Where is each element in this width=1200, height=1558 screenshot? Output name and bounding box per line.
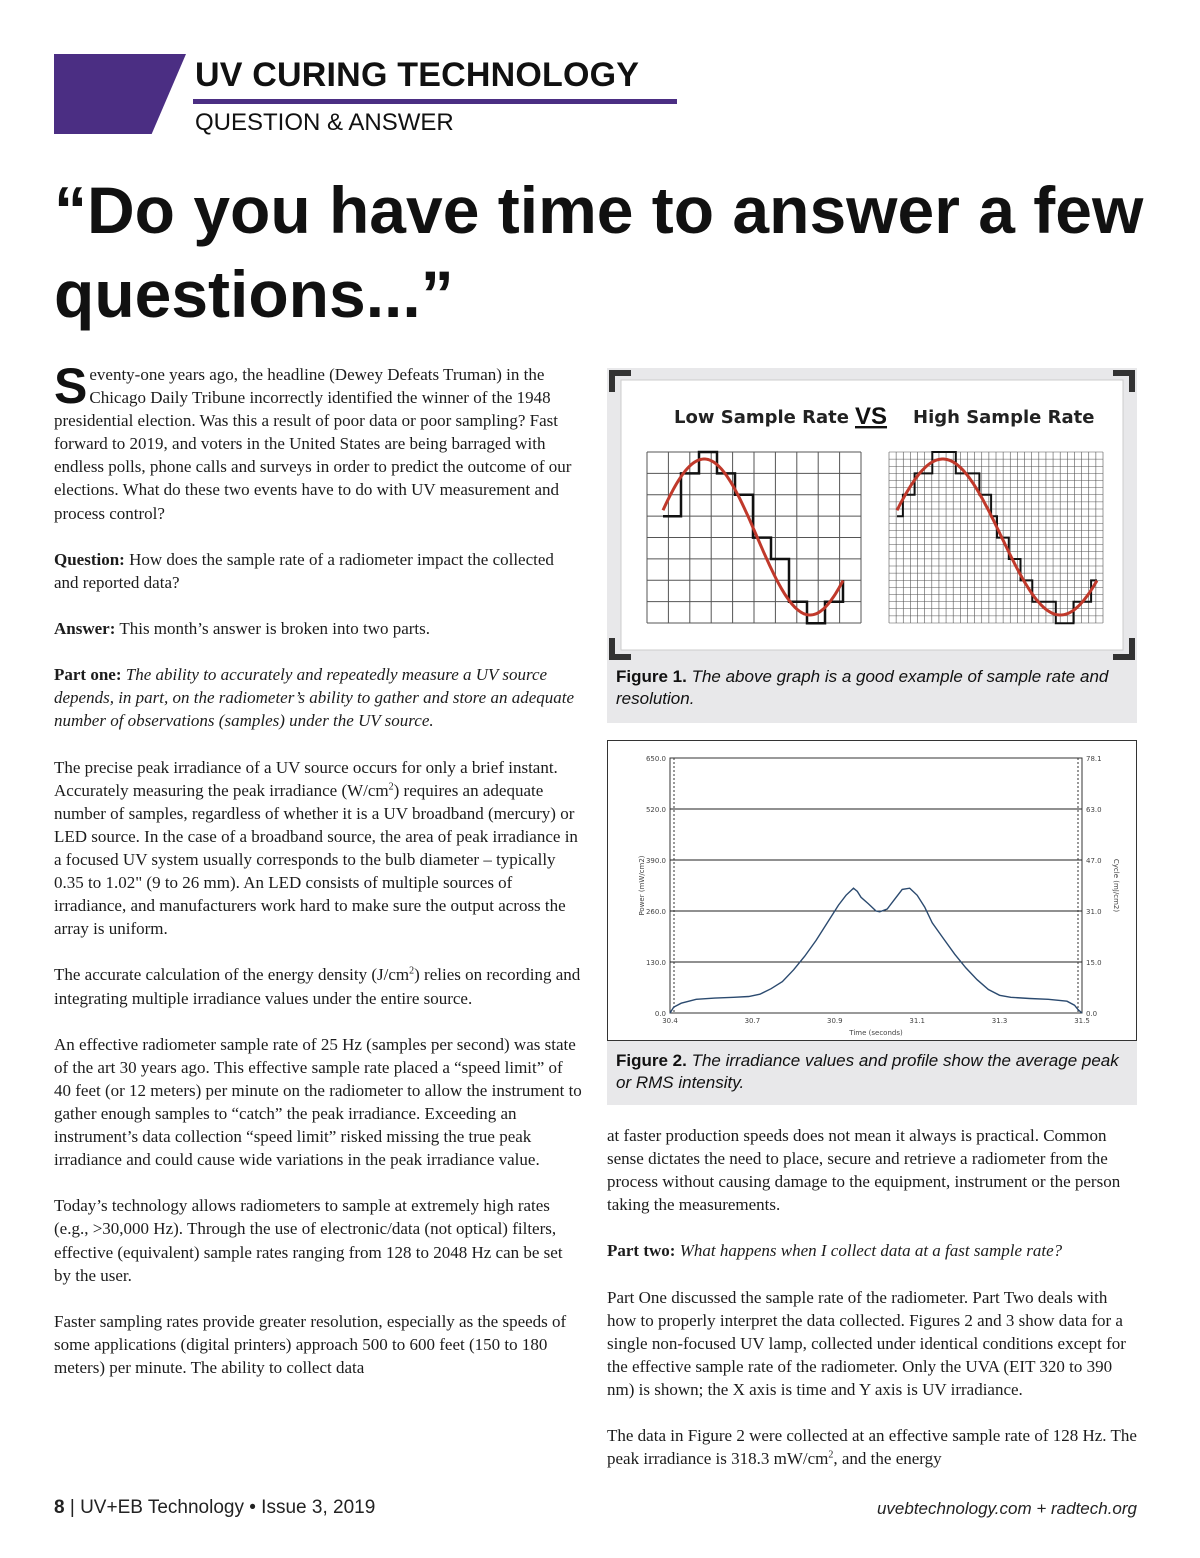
- footer-websites: uvebtechnology.com + radtech.org: [876, 1499, 1137, 1518]
- section-title: UV CURING TECHNOLOGY: [195, 56, 640, 94]
- part-two-paragraph: [607, 1239, 1137, 1262]
- figure-2-caption: [616, 1050, 1126, 1094]
- y-tick-label: 0.0: [654, 1010, 666, 1018]
- vs-label: VS: [855, 403, 888, 430]
- y2-tick-label: 47.0: [1086, 857, 1102, 865]
- x-tick-label: 31.1: [909, 1017, 925, 1025]
- question-text: How does the sample rate of a radiometer impact the collected and reported data?: [54, 549, 554, 592]
- peak-irradiance-paragraph: [54, 756, 582, 941]
- y-tick-label: 130.0: [645, 959, 666, 967]
- article-headline: “Do you have time to answer a few questions...”: [54, 173, 1144, 331]
- footer-publication: [54, 1497, 375, 1519]
- y2-tick-label: 78.1: [1086, 755, 1102, 763]
- figure-2-caption-label: Figure 2.: [616, 1051, 687, 1070]
- right-column: [607, 1124, 1137, 1470]
- intro-text: eventy-one years ago, the headline (Dewey Defeats Truman) in the Chicago Daily Tribune incorrectly identified the winner of the 1948 presidential election. Was this a result of poor data or poor sampling? Fast forward to 2019, and voters in the United States are being barraged with endless polls, phone calls and surveys in order to predict the outcome of our elections. What do these two events have to do with UV measurement and process control?: [54, 365, 572, 523]
- footer-separator: |: [64, 1497, 81, 1518]
- figure-1: [607, 368, 1137, 723]
- figure-1-caption: [616, 666, 1126, 710]
- production-speeds-paragraph: at faster production speeds does not mean it always is practical. Common sense dictates the need to place, secure and retrieve a radiometer from the process without causing damage to the equipment, instrument or the person taking the measurements.: [607, 1126, 1121, 1215]
- y2-tick-label: 0.0: [1086, 1010, 1098, 1018]
- section-banner-shape: [54, 54, 186, 134]
- p4-superscript: 2: [828, 1449, 834, 1461]
- sample-rate-history-paragraph: An effective radiometer sample rate of 25 Hz (samples per second) was state of the art 30 years ago. This effective sample rate placed a “speed limit” of 40 feet (or 12 meters) per minute on the radiometer to allow the instrument to gather enough samples to “catch” the peak irradiance. Exceeding an instrument’s data collection “speed limit” risked missing the true peak irradiance and could cause wide variations in the peak irradiance value.: [54, 1034, 582, 1170]
- high-sample-rate-title: High Sample Rate: [913, 407, 1095, 428]
- todays-technology-paragraph: Today’s technology allows radiometers to sample at extremely high rates (e.g., >30,000 Hz). Through the use of electronic/data (not optical) filters, effective (equivalent) sample rates ranging from 128 to 2048 Hz can be set by the user.: [54, 1196, 563, 1285]
- figure-2-chart: [608, 741, 1136, 1040]
- intro-paragraph: [54, 358, 582, 525]
- faster-sampling-paragraph: Faster sampling rates provide greater resolution, especially as the speeds of some applications (digital printers) approach 500 to 600 feet (150 to 180 meters) per minute. The ability to collect data: [54, 1311, 567, 1378]
- energy-density-paragraph: [54, 963, 582, 1009]
- y2-axis-label: Cycle (mJ/cm2): [1112, 858, 1120, 913]
- answer-label: Answer:: [54, 619, 116, 639]
- p5-text-b: ) requires an adequate number of samples, regardless of whether it is a UV broadband (mercury) or LED source. In the case of a broadband source, the area of peak irradiance in a focused UV system usually corresponds to the bulb diameter – typically 0.35 to 1.02" (9 to 26 mm). An LED consists of multiple sources of irradiance, and manufacturers work hard to make sure the output across the array is uniform.: [54, 780, 578, 939]
- y-axis-label: Power (mW/cm2): [638, 855, 646, 916]
- low-sample-rate-title: Low Sample Rate: [674, 407, 849, 428]
- x-tick-label: 31.3: [991, 1017, 1008, 1025]
- part-one-text: The ability to accurately and repeatedly measure a UV source depends, in part, on the radiometer’s ability to gather and store an adequate number of observations (samples) under the UV source.: [54, 665, 575, 731]
- x-axis-label: Time (seconds): [849, 1029, 903, 1037]
- p6-text-b: ) relies on recording and integrating multiple irradiance values under the entire source.: [54, 965, 581, 1008]
- answer-paragraph: [54, 617, 582, 640]
- figure-2-caption-text: The irradiance values and profile show the average peak or RMS intensity.: [616, 1051, 1119, 1092]
- x-tick-label: 31.5: [1074, 1017, 1090, 1025]
- section-subtitle: QUESTION & ANSWER: [195, 109, 454, 136]
- y2-tick-label: 31.0: [1086, 908, 1102, 916]
- p4-text-a: The data in Figure 2 were collected at an effective sample rate of 128 Hz. The peak irradiance is 318.3 mW/cm: [607, 1426, 1137, 1469]
- page-number: 8: [54, 1497, 65, 1518]
- figure-1-caption-text: The above graph is a good example of sample rate and resolution.: [616, 667, 1109, 708]
- y-tick-label: 650.0: [645, 755, 666, 763]
- y-tick-label: 520.0: [645, 806, 666, 814]
- part-two-label: Part two:: [607, 1241, 676, 1261]
- answer-text: This month’s answer is broken into two parts.: [115, 619, 431, 639]
- drop-cap: S: [54, 358, 88, 414]
- p6-text-a: The accurate calculation of the energy density (J/cm: [54, 965, 410, 985]
- figure-2-data-paragraph: [607, 1424, 1137, 1470]
- p5-text-a: The precise peak irradiance of a UV source occurs for only a brief instant. Accurately measuring the peak irradiance (W/cm: [54, 757, 558, 800]
- p6-superscript: 2: [409, 965, 415, 977]
- p5-superscript: 2: [388, 781, 394, 793]
- part-one-label: Part one:: [54, 665, 122, 685]
- part-two-discussion-paragraph: Part One discussed the sample rate of the radiometer. Part Two deals with how to properly interpret the data collected. Figures 2 and 3 show data for a single non-focused UV lamp, collected under identical conditions except for the effective sample rate of the radiometer. Only the UVA (EIT 320 to 390 nm) is shown; the X axis is time and Y axis is UV irradiance.: [607, 1287, 1126, 1400]
- part-two-text: What happens when I collect data at a fast sample rate?: [675, 1241, 1063, 1261]
- irradiance-series-line: [670, 888, 1082, 1013]
- publication-name: UV+EB Technology • Issue 3, 2019: [80, 1497, 376, 1518]
- section-title-rule: [193, 99, 677, 104]
- question-label: Question:: [54, 549, 125, 569]
- plot-area-border: [670, 758, 1082, 1013]
- x-tick-label: 30.4: [662, 1017, 678, 1025]
- y-tick-label: 260.0: [645, 908, 666, 916]
- left-column: [54, 358, 582, 1379]
- question-paragraph: [54, 548, 582, 594]
- figure-1-caption-label: Figure 1.: [616, 667, 687, 686]
- y-tick-label: 390.0: [645, 857, 666, 865]
- part-one-paragraph: [54, 663, 582, 732]
- x-tick-label: 30.9: [827, 1017, 843, 1025]
- figure-1-graphic: [607, 368, 1137, 668]
- p4-text-b: , and the energy: [833, 1449, 942, 1469]
- y2-tick-label: 15.0: [1086, 959, 1102, 967]
- figure-2: [607, 740, 1137, 1105]
- x-tick-label: 30.7: [744, 1017, 761, 1025]
- figure-2-plot-frame: [607, 740, 1137, 1041]
- y2-tick-label: 63.0: [1086, 806, 1102, 814]
